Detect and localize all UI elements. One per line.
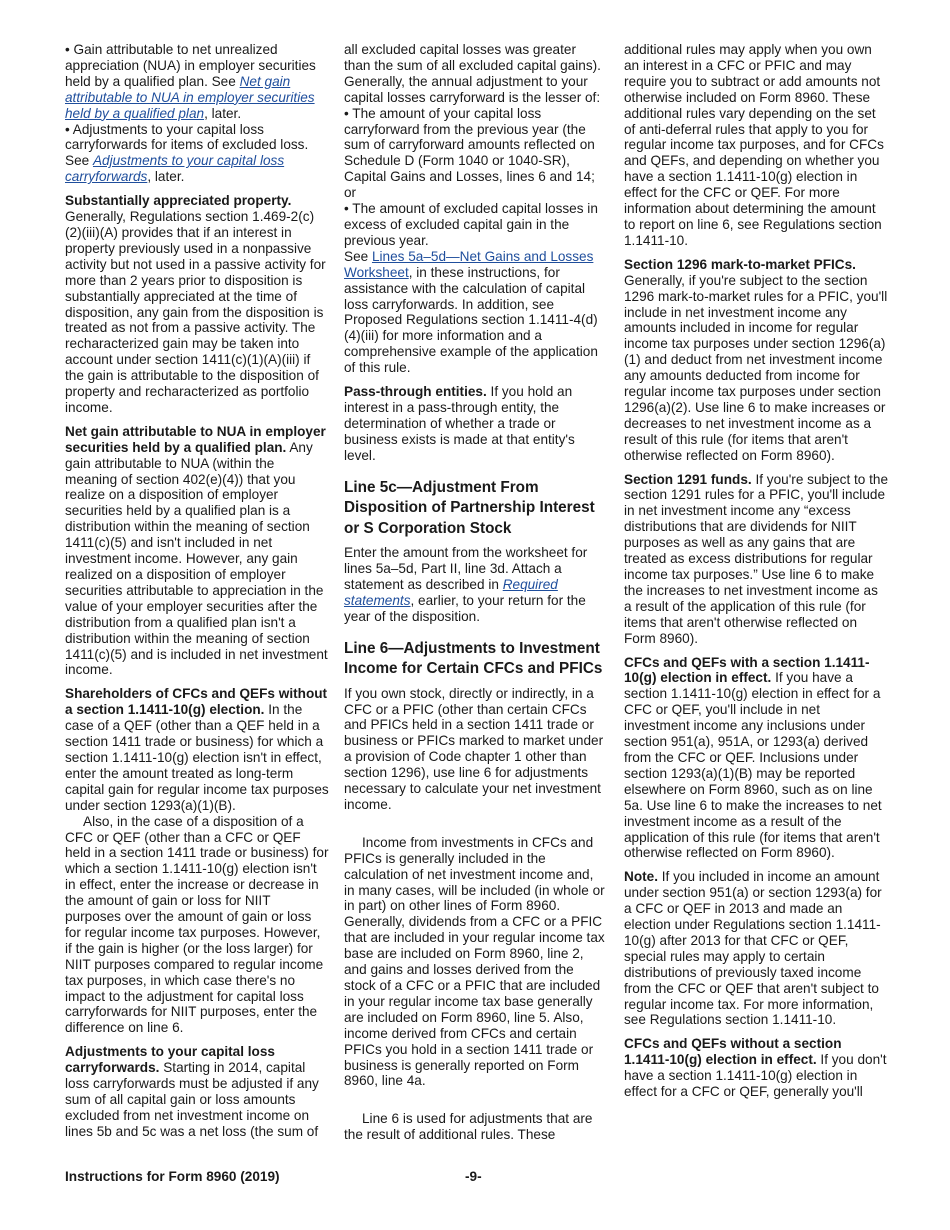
bullet-excluded-capital-losses: • The amount of excluded capital losses in excess of excluded capital gain in the previous year. [344, 201, 598, 248]
page-footer [65, 1169, 888, 1187]
heading-shareholders-cfc-qef: Shareholders of CFCs and QEFs without a section 1.1411-10(g) election. [65, 686, 328, 718]
column-middle [344, 42, 606, 1151]
para-section-1296: Section 1296 mark-to-market PFICs. Generally, if you're subject to the section 1296 mark-to-market rules for a PFIC, you'll include in net investment income any amounts included in income for regular income tax purposes under section 1296(a)(1) and deduct from net investment income any amounts deducted from income for regular income tax purposes under section 1296(a)(2). Use line 6 to make increases or decreases to net investment income as a result of this rule (for items that aren't otherwise reflected on Form 8960). [624, 256, 888, 463]
spacer [344, 821, 606, 835]
bullet-capital-loss: • Adjustments to your capital loss carryforwards for items of excluded loss. See Adjustments to your capital loss carryforwards, later. [65, 121, 309, 185]
link-required-statements[interactable]: Required statements [344, 576, 558, 608]
para-line-5c: Enter the amount from the worksheet for lines 5a–5d, Part II, line 3d. Attach a statement as described in Required statements, earlier, to your return for the year of the disposition. [344, 545, 588, 624]
link-adjustments-capital-loss[interactable]: Adjustments to your capital loss carryforwards [65, 153, 285, 185]
para-substantially-appreciated: Substantially appreciated property. Generally, Regulations section 1.469-2(c)(2)(iii)(A) provides that if an interest in property previously used in a nonpassive activity but not used in a passive activity for more than 2 years prior to disposition is substantially appreciated at the time of disposition, any gain from the disposition is treated as not from a passive activity. The recharacterized gain may be taken into account under section 1411(c)(1)(A)(iii) if the gain is attributable to the disposition of property and recharacterized as portfolio income. [65, 193, 326, 415]
para-line-6-additional-rules: Line 6 is used for adjustments that are the result of additional rules. These [344, 1111, 593, 1143]
para-net-gain-nua: Net gain attributable to NUA in employer securities held by a qualified plan. Any gain attributable to NUA (within the meaning of section 402(e)(4)) that you realize on a disposition of employer securities held by a qualified plan is a distribution within the meaning of section 1411(c)(5) and isn't included in net investment income. However, any gain realized on a disposition of employer securities attributable to appreciation in the value of your employer securities after the distribution from a qualified plan isn't a distribution within the meaning of section 1411(c)(5) and is included in net investment income. [65, 423, 328, 678]
link-lines-5a-5d-worksheet[interactable]: Lines 5a–5d—Net Gains and Losses Worksheet [344, 248, 594, 280]
para-pass-through: Pass-through entities. If you hold an interest in a pass-through entity, the determination of whether a trade or business exists is made at that entity's level. [344, 384, 575, 463]
heading-adjustments-capital-loss: Adjustments to your capital loss carryforwards. [65, 1044, 275, 1076]
para-see-worksheet: See Lines 5a–5d—Net Gains and Losses Worksheet, in these instructions, for assistance with the calculation of capital loss carryforwards. In addition, see Proposed Regulations section 1.1411-4(d)(4)(iii) for more information and a comprehensive example of the application of this rule. [344, 248, 598, 376]
column-left [65, 42, 329, 1148]
para-additional-rules: additional rules may apply when you own an interest in a CFC or PFIC and may require you to subtract or add amounts not otherwise included on Form 8960. These additional rules vary depending on the set of anti-deferral rules that apply to you for regular income tax purposes, and for CFCs and QEFs, and depending on whether you have a section 1.1411-10(g) election in effect for the CFC or QEF. For more information about determining the amount to report on line 6, see Regulations section 1.1411-10. [624, 42, 884, 248]
heading-line-5c: Line 5c—Adjustment From Disposition of Partnership Interest or S Corporation Stock [344, 478, 595, 537]
para-adjustments-capital-loss: Adjustments to your capital loss carryforwards. Starting in 2014, capital loss carryforwards must be adjusted if any sum of all capital gain or loss amounts excluded from net investment income on lines 5b and 5c was a net loss (the sum of [65, 1044, 319, 1139]
heading-section-1296: Section 1296 mark-to-market PFICs. [624, 256, 856, 272]
para-disposition-cfc-qef: Also, in the case of a disposition of a CFC or QEF (other than a CFC or QEF held in a section 1411 trade or business) for which a section 1.1411-10(g) election isn't in effect, enter the increase or decrease in the amount of gain or loss for NIIT purposes over the amount of gain or loss for regular income tax purposes. However, if the gain is higher (or the loss larger) for NIIT purposes compared to regular income tax purposes, in which case there's no impact to the adjustment for capital loss carryforwards for NIIT purposes, enter the difference on line 6. [65, 813, 329, 1036]
bullet-carryforward-previous-year: • The amount of your capital loss carryforward from the previous year (the sum of carryforward amounts reflected on Schedule D (Form 1040 or 1040-SR), Capital Gains and Losses, lines 6 and 14; or [344, 105, 595, 201]
para-income-cfcs-pfics: Income from investments in CFCs and PFICs is generally included in the calculation of net investment income and, in many cases, will be included (in whole or in part) on other lines of Form 8960. Generally, dividends from a CFC or a PFIC that are included in your regular income tax base are included on Form 8960, line 2, and gains and losses derived from the stock of a CFC or a PFIC that are included in your regular income tax base generally are included on Form 8960, line 5. Also, income derived from CFCs and certain PFICs you hold in a section 1411 trade or business is generally reported on Form 8960, line 4a. [344, 834, 605, 1089]
column-right [624, 42, 888, 1108]
footer-form-title: Instructions for Form 8960 (2019) [65, 1169, 280, 1184]
para-section-1291: Section 1291 funds. If you're subject to the section 1291 rules for a PFIC, you'll include in net investment income any “excess distributions that are dividends for NIIT purposes as well as any gains that are treated as excess distributions for regular income tax purposes.” Use line 6 to make the increases to net investment income as a result of the application of this rule (for items that aren't otherwise reflected on Form 8960). [624, 471, 889, 646]
heading-substantially-appreciated: Substantially appreciated property. [65, 193, 292, 209]
heading-line-6: Line 6—Adjustments to Investment Income for Certain CFCs and PFICs [344, 639, 603, 678]
link-net-gain-nua[interactable]: Net gain attributable to NUA in employer securities held by a qualified plan [65, 73, 315, 121]
heading-note: Note. [624, 869, 658, 885]
para-shareholders-cfc-qef: Shareholders of CFCs and QEFs without a section 1.1411-10(g) election. In the case of a QEF (other than a QEF held in a section 1411 trade or business) for which a section 1.1411-10(g) election isn't in effect, enter the amount treated as long-term capital gain for regular income tax purposes under section 1293(a)(1)(B). [65, 686, 329, 813]
para-note: Note. If you included in income an amount under section 951(a) or section 1293(a) for a CFC or QEF in 2013 and made an election under Regulations section 1.1411-10(g) after 2013 for that CFC or QEF, special rules may apply to certain distributions of previously taxed income from the CFC or QEF that aren't subject to regular income tax. For more information, see Regulations section 1.1411-10. [624, 869, 882, 1028]
spacer [344, 1097, 606, 1111]
heading-net-gain-nua: Net gain attributable to NUA in employer securities held by a qualified plan. [65, 423, 326, 455]
bullet-nua: • Gain attributable to net unrealized appreciation (NUA) in employer securities held by a qualified plan. See Net gain attributable to NUA in employer securities held by a qualified plan, later. [65, 42, 316, 121]
page-number: -9- [465, 1169, 482, 1184]
para-line-6-intro: If you own stock, directly or indirectly, in a CFC or a PFIC (other than certain CFCs and PFICs held in a section 1411 trade or business or PFICs marked to market under a provision of Code chapter 1 other than section 1296), use line 6 for adjustments necessary to calculate your net investment income. [344, 685, 604, 812]
heading-cfcs-without-election: CFCs and QEFs without a section 1.1411-10(g) election in effect. [624, 1036, 842, 1068]
heading-pass-through: Pass-through entities. [344, 384, 487, 400]
heading-section-1291: Section 1291 funds. [624, 471, 752, 487]
heading-cfcs-with-election: CFCs and QEFs with a section 1.1411-10(g) election in effect. [624, 654, 870, 686]
para-cfcs-without-election: CFCs and QEFs without a section 1.1411-10(g) election in effect. If you don't have a section 1.1411-10(g) election in effect for a CFC or QEF, generally you'll [624, 1036, 887, 1100]
para-capital-loss-continued: all excluded capital losses was greater than the sum of all excluded capital gains). Generally, the annual adjustment to your capital losses carryforward is the lesser of: [344, 42, 601, 105]
para-cfcs-with-election: CFCs and QEFs with a section 1.1411-10(g) election in effect. If you have a section 1.1411-10(g) election in effect for a CFC or QEF, you'll include in net investment income any inclusions under section 951(a), 951A, or 1293(a) derived from the CFC or QEF. Inclusions under section 1293(a)(1)(B) may be reported elsewhere on Form 8960, such as on line 5a. Use line 6 to make the increases to net investment income as a result of the application of this rule (for items that aren't otherwise reflected on Form 8960). [624, 654, 882, 861]
